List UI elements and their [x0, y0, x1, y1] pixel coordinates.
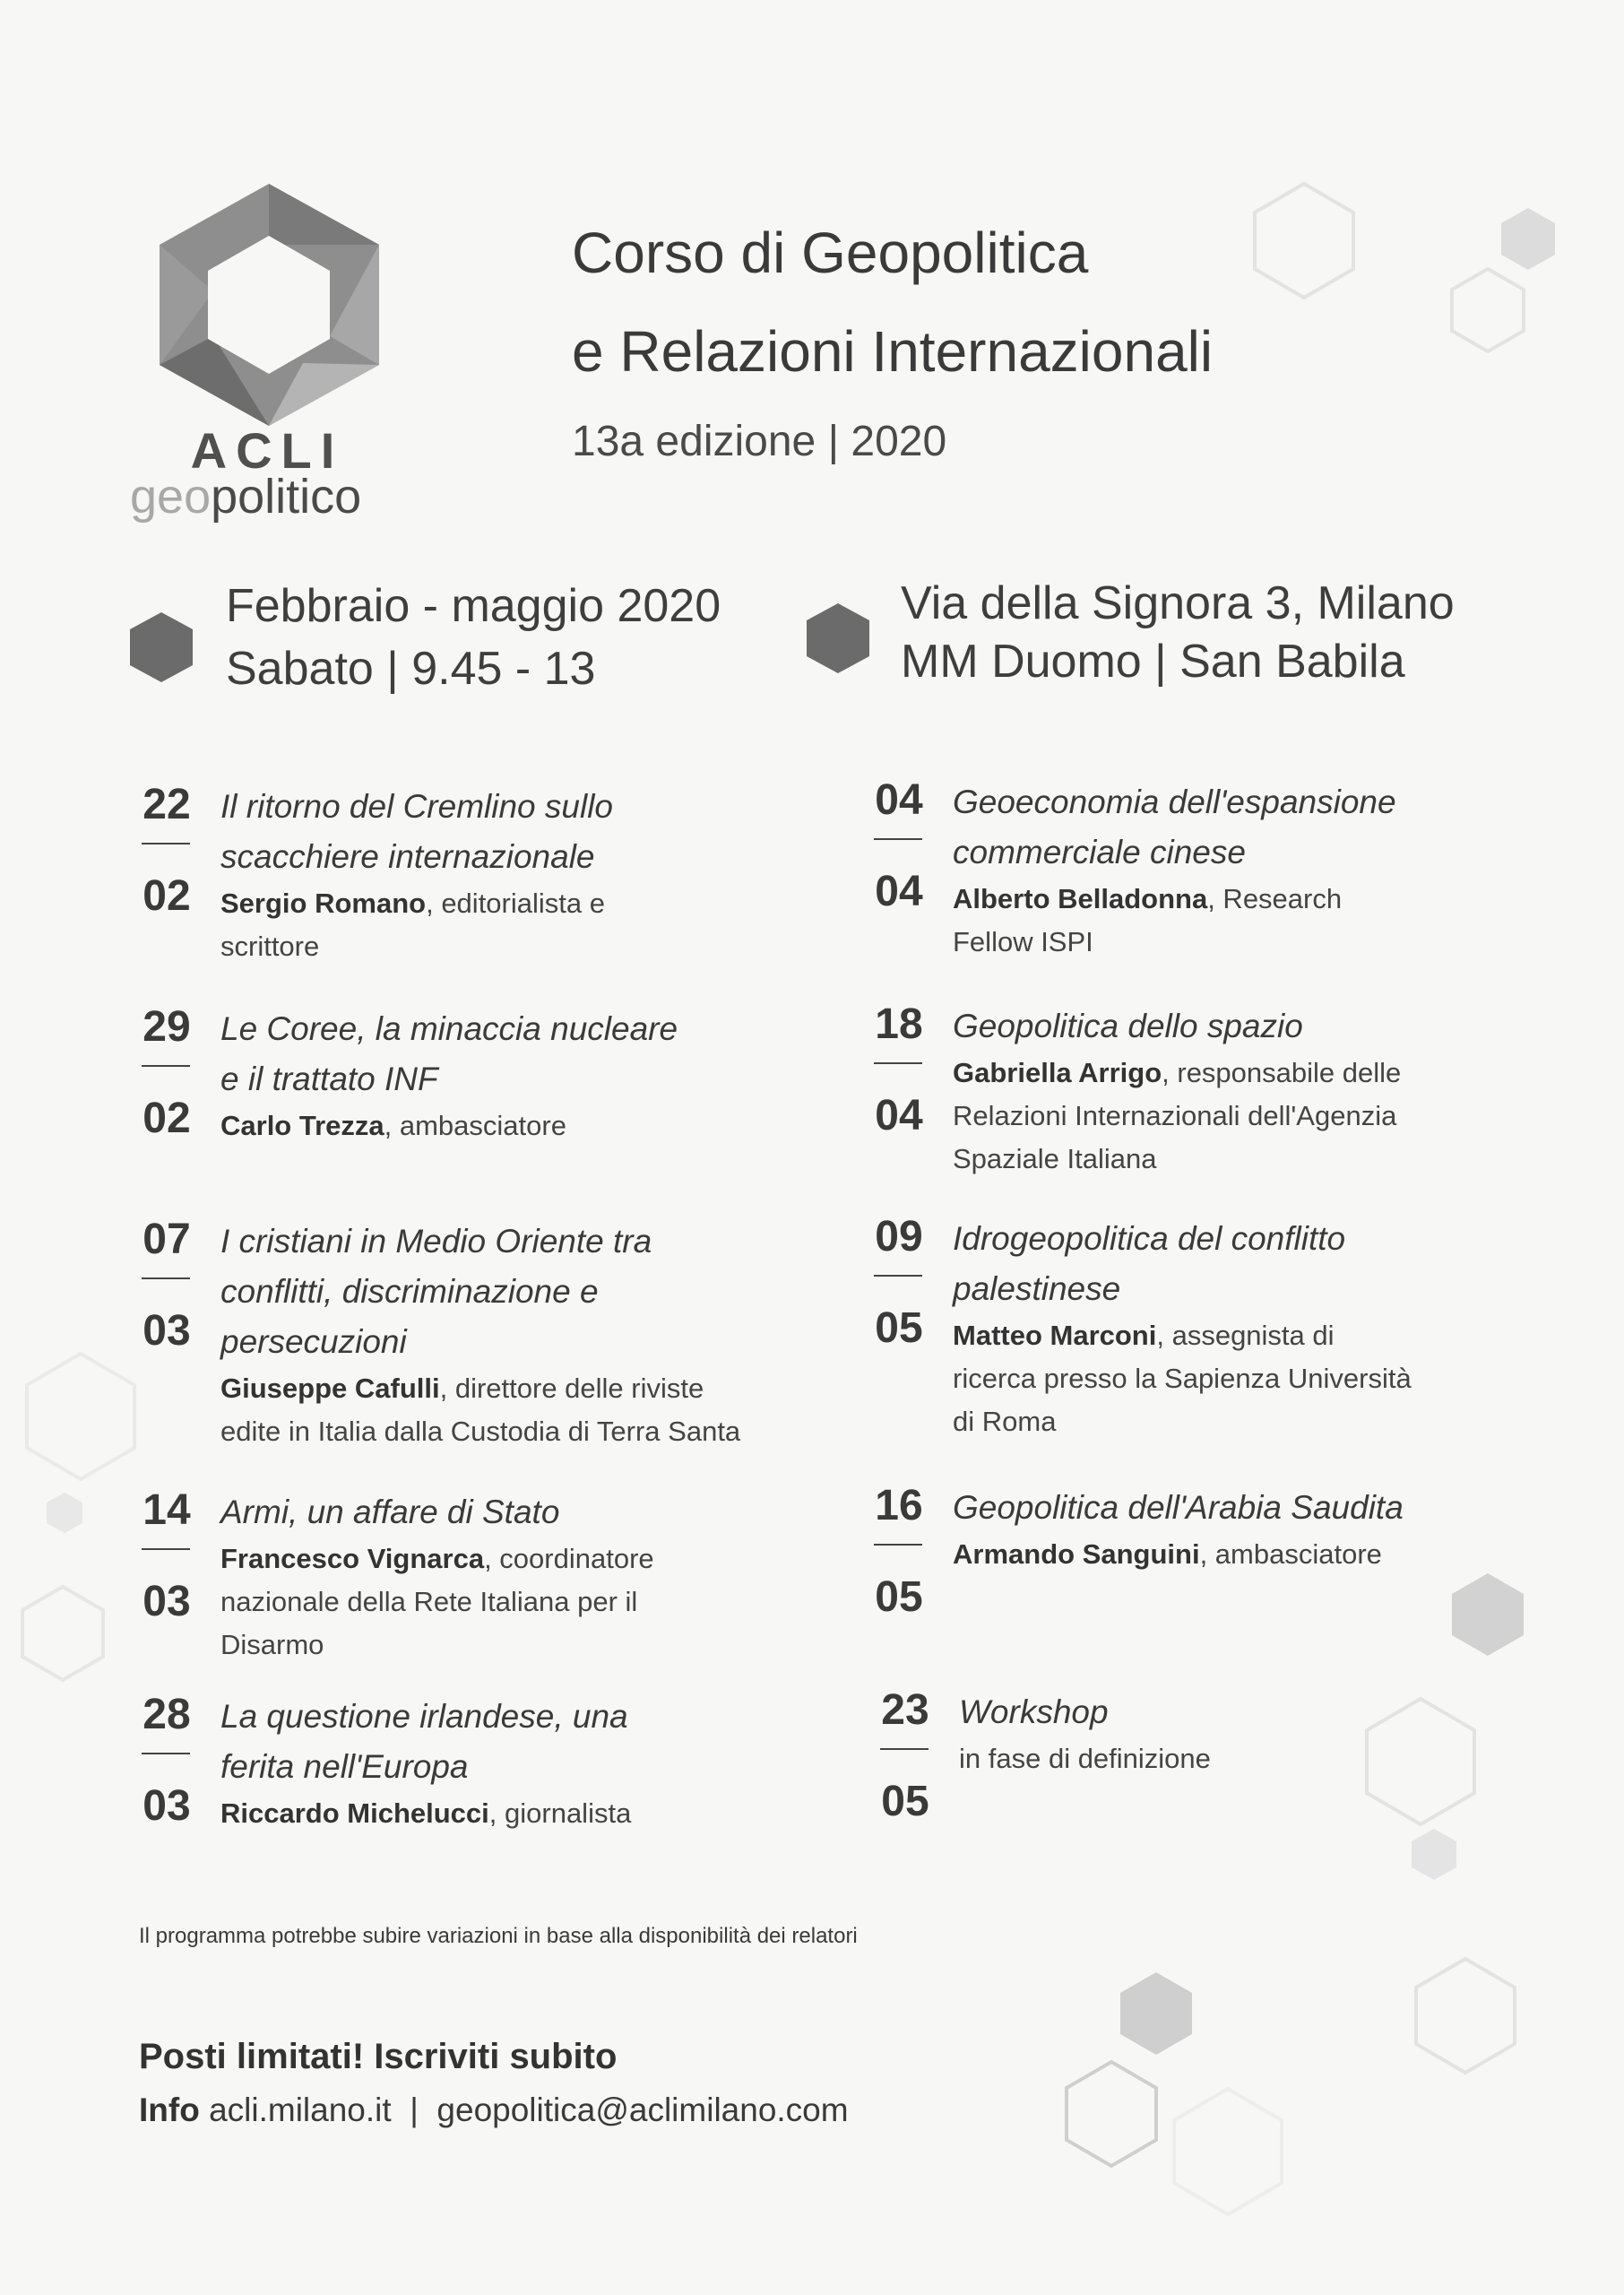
event-month: 03 — [143, 1307, 191, 1355]
event-title: Geopolitica dello spazio — [953, 1008, 1303, 1044]
speaker-role: , giornalista — [488, 1797, 632, 1829]
speaker-role: , ambasciatore — [1199, 1538, 1382, 1570]
event-item — [865, 1000, 1546, 1233]
course-schedule: Sabato | 9.45 - 13 — [226, 643, 596, 695]
event-month: 04 — [875, 868, 923, 915]
event-title: Idrogeopolitica del conflitto palestinese — [953, 1220, 1346, 1307]
event-month: 02 — [143, 872, 191, 920]
edition-label: 13a edizione | 2020 — [572, 418, 947, 465]
info-label: Info — [139, 2091, 200, 2128]
logo-subtitle-light: geo — [130, 470, 212, 524]
event-item — [133, 1485, 814, 1719]
website-link[interactable]: acli.milano.it — [209, 2091, 392, 2128]
speaker-role: , Research Fellow ISPI — [953, 883, 1343, 957]
logo-subtitle — [130, 469, 361, 524]
speaker-role: , assegnista di ricerca presso la Sapienza Università di Roma — [953, 1320, 1412, 1437]
event-item — [133, 1215, 814, 1448]
hexagon-logo-icon — [160, 184, 379, 426]
event-day: 04 — [875, 776, 923, 824]
event-month: 05 — [881, 1778, 929, 1825]
logo-subtitle-dark: politico — [211, 470, 362, 524]
speaker-role: , editorialista e scrittore — [220, 888, 605, 962]
speaker-name: Giuseppe Cafulli — [220, 1373, 440, 1404]
event-item — [133, 1690, 814, 1923]
venue-address: Via della Signora 3, Milano — [901, 577, 1455, 629]
contact-info — [139, 2091, 849, 2129]
speaker-role: , direttore delle riviste edite in Italia dalla Custodia di Terra Santa — [220, 1373, 741, 1447]
info-separator: | — [410, 2091, 419, 2128]
event-month: 03 — [143, 1578, 191, 1625]
event-speaker — [220, 1104, 812, 1148]
event-month: 05 — [875, 1573, 923, 1621]
page-title-line-2: e Relazioni Internazionali — [572, 319, 1214, 384]
event-day: 29 — [143, 1003, 191, 1051]
event-title: Geopolitica dell'Arabia Saudita — [953, 1489, 1404, 1526]
speaker-role: , responsabile delle Relazioni Internazionali dell'Agenzia Spaziale Italiana — [953, 1057, 1402, 1174]
event-month: 02 — [143, 1095, 191, 1142]
date-separator — [142, 1548, 190, 1550]
event-speaker — [220, 1367, 812, 1453]
date-separator — [142, 843, 190, 844]
event-title: Le Coree, la minaccia nucleare e il trattato INF — [220, 1010, 678, 1097]
event-speaker — [959, 1737, 1551, 1780]
date-separator — [874, 1544, 922, 1546]
speaker-role: in fase di definizione — [959, 1743, 1211, 1774]
hexagon-bullet-icon — [807, 603, 869, 673]
event-title: Il ritorno del Cremlino sullo scacchiere internazionale — [220, 788, 614, 875]
event-title: I cristiani in Medio Oriente tra conflitti, discriminazione e persecuzioni — [220, 1223, 652, 1360]
event-speaker — [220, 1537, 812, 1667]
date-separator — [142, 1753, 190, 1754]
event-item — [865, 775, 1546, 1009]
event-day: 18 — [875, 1000, 923, 1048]
speaker-name: Armando Sanguini — [953, 1538, 1200, 1570]
program-disclaimer: Il programma potrebbe subire variazioni in base alla disponibilità dei relatori — [139, 1924, 858, 1948]
event-title: Geoeconomia dell'espansione commerciale cinese — [953, 784, 1396, 870]
email-link[interactable]: geopolitica@aclimilano.com — [436, 2091, 849, 2128]
registration-cta: Posti limitati! Iscriviti subito — [139, 2037, 618, 2076]
event-title: Workshop — [959, 1693, 1109, 1730]
venue-metro: MM Duomo | San Babila — [901, 636, 1405, 688]
speaker-role: , coordinatore nazionale della Rete Italiana per il Disarmo — [220, 1543, 654, 1660]
speaker-name: Carlo Trezza — [220, 1110, 384, 1141]
speaker-name: Matteo Marconi — [953, 1320, 1157, 1351]
event-item — [865, 1212, 1546, 1445]
event-day: 16 — [875, 1482, 923, 1529]
date-separator — [142, 1065, 190, 1067]
page-title-line-1: Corso di Geopolitica — [572, 221, 1089, 285]
event-day: 22 — [143, 781, 191, 828]
date-separator — [880, 1748, 929, 1750]
event-item — [133, 780, 814, 1013]
speaker-name: Sergio Romano — [220, 888, 427, 919]
event-speaker — [220, 882, 812, 968]
event-day: 28 — [143, 1691, 191, 1738]
event-day: 14 — [143, 1486, 191, 1534]
date-separator — [874, 1062, 922, 1064]
speaker-name: Gabriella Arrigo — [953, 1057, 1162, 1088]
event-title: La questione irlandese, una ferita nell'Europa — [220, 1698, 628, 1785]
event-day: 07 — [143, 1216, 191, 1263]
date-separator — [142, 1277, 190, 1279]
event-speaker — [220, 1792, 812, 1835]
speaker-name: Francesco Vignarca — [220, 1543, 485, 1574]
event-month: 05 — [875, 1304, 923, 1352]
course-dates: Febbraio - maggio 2020 — [226, 580, 721, 632]
event-speaker — [953, 1533, 1544, 1576]
speaker-role: , ambasciatore — [384, 1110, 566, 1141]
date-separator — [874, 838, 922, 840]
speaker-name: Alberto Belladonna — [953, 883, 1208, 914]
event-item — [871, 1685, 1552, 1918]
date-separator — [874, 1275, 922, 1277]
event-month: 04 — [875, 1092, 923, 1139]
event-item — [865, 1481, 1546, 1714]
hexagon-bullet-icon — [130, 612, 193, 682]
event-day: 09 — [875, 1213, 923, 1260]
event-speaker — [953, 1052, 1544, 1181]
event-item — [133, 1002, 814, 1235]
event-day: 23 — [881, 1686, 929, 1734]
event-speaker — [953, 878, 1544, 964]
event-title: Armi, un affare di Stato — [220, 1494, 560, 1530]
event-speaker — [953, 1314, 1544, 1443]
logo-brand-text: ACLI — [190, 422, 344, 479]
speaker-name: Riccardo Michelucci — [220, 1797, 489, 1829]
event-month: 03 — [143, 1782, 191, 1830]
